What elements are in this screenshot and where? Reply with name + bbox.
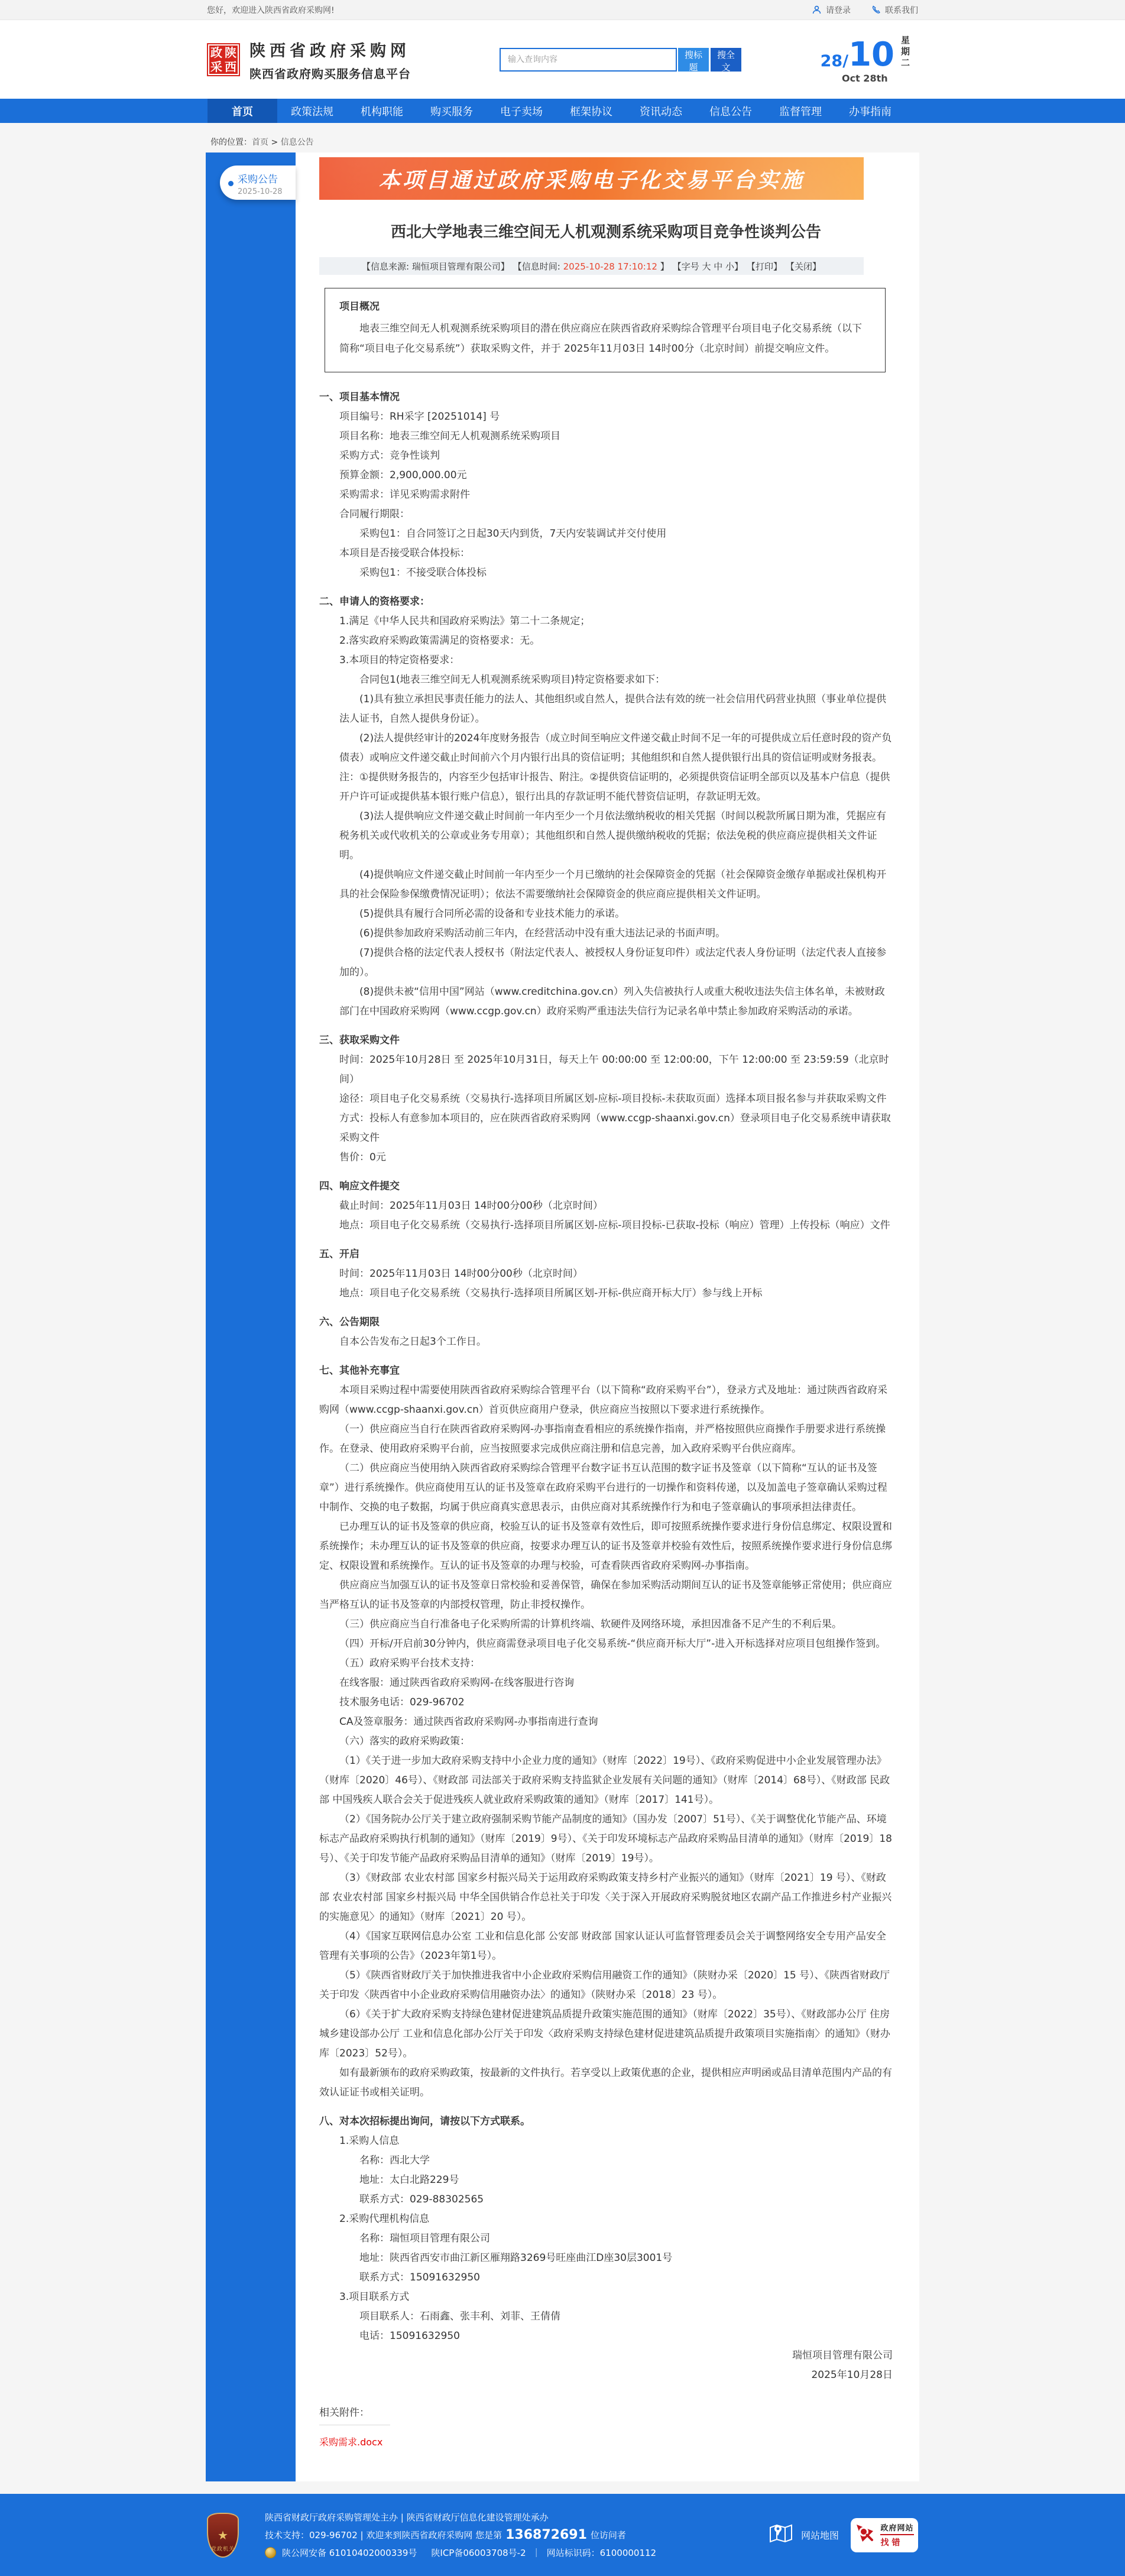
nav-item[interactable]: 监督管理 — [779, 105, 822, 118]
article-paragraph: 名称：西北大学 — [359, 2155, 430, 2166]
site-logo[interactable] — [207, 43, 240, 76]
print-button[interactable]: 【打印】 — [747, 261, 783, 272]
breadcrumb — [0, 123, 1125, 153]
breadcrumb-label: 你的位置： — [210, 138, 252, 147]
welcome-text: 您好，欢迎进入陕西省政府采购网! — [207, 5, 335, 15]
article-paragraph: 名称：瑞恒项目管理有限公司 — [359, 2233, 490, 2244]
article-paragraph: 2.落实政府采购政策需满足的资格要求：无。 — [339, 635, 540, 647]
article-paragraph: 采购包1：不接受联合体投标 — [359, 567, 487, 579]
platform-banner — [319, 157, 864, 200]
logo-char: 陕 — [225, 45, 236, 60]
main-nav — [0, 99, 1125, 123]
article-paragraph: 一、项目基本情况 — [319, 391, 400, 403]
article-paragraph: （二）供应商应当使用纳入陕西省政府采购综合管理平台数字证书互认范围的数字证书及签章（以下简称“互认的证书及签章”）进行系统操作。供应商使用互认的证书及签章在政府采购平台进行的一切操作和资料传递，以及加盖电子签章确认采购过程中制作、交换的电子数据，均属于供应商真实意思表示，由供应商对其系统操作行为和电子签章确认的事项承担法律责任。 — [319, 1462, 887, 1513]
article-paragraph: 2.采购代理机构信息 — [339, 2213, 430, 2225]
site-footer — [0, 2494, 1125, 2576]
user-icon — [812, 5, 822, 15]
article-paragraph: 地点：项目电子化交易系统（交易执行-选择项目所属区划-应标-项目投标-已获取-投标（响应）管理）上传投标（响应）文件 — [339, 1219, 890, 1231]
article-paragraph: 二、申请人的资格要求： — [319, 596, 430, 608]
article-paragraph: 七、其他补充事宜 — [319, 1365, 400, 1377]
meta-time-value: 2025-10-28 17:10:12 — [563, 261, 657, 272]
left-sidebar — [206, 153, 296, 2481]
article-paragraph: 技术服务电话：029-96702 — [339, 1696, 465, 1708]
sidebar-tab-label: 采购公告 — [238, 174, 278, 186]
error-badge-title: 政府网站 — [880, 2522, 913, 2535]
article-meta-bar — [319, 257, 864, 275]
contact-link[interactable] — [871, 4, 918, 16]
sitemap-label: 网站地图 — [800, 2530, 839, 2541]
nav-item[interactable]: 政策法规 — [291, 105, 333, 118]
article-paragraph: 采购包1：自合同签订之日起30天内到货，7天内安装调试并交付使用 — [359, 528, 667, 540]
site-header — [0, 20, 1125, 99]
overview-label: 项目概况 — [339, 301, 380, 313]
article-paragraph: 电话：15091632950 — [359, 2330, 460, 2342]
article-paragraph: （五）政府采购平台技术支持： — [339, 1657, 480, 1669]
article-paragraph: 1.采购人信息 — [339, 2135, 400, 2147]
phone-icon — [871, 5, 881, 15]
article-paragraph: 方式：投标人有意参加本项目的，应在陕西省政府采购网（www.ccgp-shaanxi.gov.cn）登录项目电子化交易系统申请获取采购文件 — [339, 1112, 891, 1144]
article-paragraph: 2025年10月28日 — [811, 2369, 893, 2381]
party-gov-emblem-icon: ★ 党政机关 — [207, 2513, 239, 2558]
footer-organizer: 陕西省财政厅政府采购管理处主办 | 陕西省财政厅信息化建设管理处承办 — [265, 2512, 549, 2523]
article-paragraph: (3)法人提供响应文件递交截止时间前一年内至少一个月依法缴纳税收的相关凭据（时间以税款所属日期为准，凭据应有税务机关或代收机关的公章或业务专用章）；其他组织和自然人提供缴纳税收的凭据；依法免税的供应商应提供相关文件证明。 — [339, 810, 887, 861]
breadcrumb-home[interactable]: 首页 — [252, 138, 268, 147]
attachments-label: 相关附件： — [319, 2404, 390, 2425]
meta-time: 【信息时间: 2025-10-28 17:10:12 】 — [513, 261, 669, 272]
close-button[interactable]: 【关闭】 — [786, 261, 822, 272]
article-paragraph: (4)提供响应文件递交截止时间前一年内至少一个月已缴纳的社会保障资金的凭据（社会保障资金缴存单据或社保机构开具的社会保险参保缴费情况证明）；依法不需要缴纳社会保障资金的供应商应提供相关文件证明。 — [339, 869, 887, 900]
article-paragraph: （1）《关于进一步加大政府采购支持中小企业力度的通知》（财库〔2022〕19号）、《政府采购促进中小企业发展管理办法》（财库〔2020〕46号）、《财政部 司法部关于政府采购支持监狱企业发展有关问题的通知》（财库〔2014〕68号）、《财政部 民政部 中国残疾人联合会关于促进残疾人就业政府采购政策的通知》（财库〔2017〕141号）。 — [319, 1755, 890, 1806]
nav-item[interactable]: 框架协议 — [570, 105, 612, 118]
police-beian-link[interactable]: 陕公网安备 61010402000339号 — [282, 2547, 417, 2558]
emblem-label: 党政机关 — [210, 2546, 235, 2552]
article-paragraph: 联系方式：029-88302565 — [359, 2194, 484, 2205]
overview-text: 地表三维空间无人机观测系统采购项目的潜在供应商应在陕西省政府采购综合管理平台项目电子化交易系统（以下简称“项目电子化交易系统”）获取采购文件，并于 2025年11月03日 14时00分（北京时间）前提交响应文件。 — [339, 323, 862, 355]
article-paragraph: 已办理互认的证书及签章的供应商，校验互认的证书及签章有效性后，即可按照系统操作要求进行身份信息绑定、权限设置和系统操作；未办理互认的证书及签章的供应商，按要求办理互认的证书及签章并校验有效性后，按照系统操作要求进行身份信息绑定、权限设置和系统操作。互认的证书及签章的办理与校验，可查看陕西省政府采购网-办事指南。 — [319, 1521, 892, 1572]
search-fulltext-button[interactable]: 搜全文 — [711, 48, 741, 72]
breadcrumb-current[interactable]: 信息公告 — [280, 138, 314, 147]
error-badge-subtitle: 找错 — [880, 2538, 903, 2548]
article-paragraph: 自本公告发布之日起3个工作日。 — [339, 1336, 487, 1348]
attachment-link[interactable]: 采购需求.docx — [319, 2437, 383, 2448]
article-paragraph: 供应商应当加强互认的证书及签章日常校验和妥善保管，确保在参加采购活动期间互认的证书及签章能够正常使用；供应商应当严格互认的证书及签章的内部授权管理，防止非授权操作。 — [319, 1579, 892, 1611]
article-paragraph: 八、对本次招标提出询问，请按以下方式联系。 — [319, 2116, 530, 2127]
error-finder-icon — [855, 2523, 876, 2547]
attachments-section — [319, 2404, 893, 2448]
nav-item[interactable]: 机构职能 — [361, 105, 403, 118]
nav-item[interactable]: 办事指南 — [849, 105, 891, 118]
article-paragraph: 合同包1(地表三维空间无人机观测系统采购项目)特定资格要求如下： — [359, 674, 666, 686]
article-paragraph: 项目名称：地表三维空间无人机观测系统采购项目 — [339, 430, 560, 442]
site-subtitle: 陕西省政府购买服务信息平台 — [249, 66, 411, 81]
article-paragraph: 本项目采购过程中需要使用陕西省政府采购综合管理平台（以下简称“政府采购平台”），登录方式及地址：通过陕西省政府采购网（www.ccgp-shaanxi.gov.cn）首页供应商用户登录，供应商应当按照以下要求进行系统操作。 — [319, 1384, 888, 1416]
police-badge-icon — [265, 2547, 276, 2558]
article-paragraph: （一）供应商应当自行在陕西省政府采购网-办事指南查看相应的系统操作指南，并严格按照供应商操作手册要求进行系统操作。在登录、使用政府采购平台前，应当按照要求完成供应商注册和信息完善，加入政府采购平台供应商库。 — [319, 1423, 886, 1455]
article-paragraph: 售价：0元 — [339, 1151, 386, 1163]
topbar — [0, 0, 1125, 20]
project-overview-box — [325, 288, 886, 372]
sidebar-tab-procurement-notice[interactable] — [220, 166, 296, 200]
site-error-report-badge[interactable] — [851, 2518, 918, 2552]
article-paragraph: 地址：太白北路229号 — [359, 2174, 459, 2186]
nav-item[interactable]: 信息公告 — [709, 105, 752, 118]
footer-gap — [0, 2481, 1125, 2494]
footer-beian — [265, 2544, 656, 2562]
article-paragraph: 地点：项目电子化交易系统（交易执行-选择项目所属区划-开标-供应商开标大厅）参与线上开标 — [339, 1287, 763, 1299]
map-icon — [768, 2522, 794, 2549]
article-paragraph: (1)具有独立承担民事责任能力的法人、其他组织或自然人，提供合法有效的统一社会信用代码营业执照（事业单位提供法人证书，自然人提供身份证）。 — [339, 693, 887, 725]
article-panel — [296, 153, 919, 2481]
article-paragraph: （2）《国务院办公厅关于建立政府强制采购节能产品制度的通知》（国办发〔2007〕51号）、《关于调整优化节能产品、环境标志产品政府采购执行机制的通知》（财库〔2019〕9号）、《关于印发环境标志产品政府采购品目清单的通知》（财库〔2019〕18号）、《关于印发节能产品政府采购品目清单的通知》（财库〔2019〕19号）。 — [319, 1813, 892, 1864]
article-paragraph: 项目联系人：石雨鑫、张丰利、刘菲、王倩倩 — [359, 2311, 560, 2322]
article-paragraph: 联系方式：15091632950 — [359, 2272, 480, 2283]
article-paragraph: 六、公告期限 — [319, 1316, 380, 1328]
breadcrumb-separator: > — [268, 138, 281, 147]
article-paragraph: 瑞恒项目管理有限公司 — [792, 2350, 893, 2361]
nav-item[interactable]: 电子卖场 — [500, 105, 543, 118]
sitemap-link[interactable] — [768, 2522, 839, 2549]
search-input[interactable] — [500, 48, 677, 72]
sidebar-tab-date: 2025-10-28 — [238, 187, 283, 196]
date-widget — [812, 35, 918, 84]
logo-char: 采 — [210, 59, 222, 74]
nav-item[interactable]: 资讯动态 — [640, 105, 682, 118]
date-english: Oct 28th — [842, 72, 888, 84]
article-paragraph: 如有最新颁布的政府采购政策，按最新的文件执行。若享受以上政策优惠的企业，提供相应声明函或品目清单范围内产品的有效认证证书或相关证明。 — [319, 2067, 892, 2098]
visitor-count: 136872691 — [505, 2527, 587, 2542]
login-label: 请登录 — [826, 5, 851, 15]
article-paragraph: (6)提供参加政府采购活动前三年内，在经营活动中没有重大违法记录的书面声明。 — [359, 927, 726, 939]
article-paragraph: 在线客服：通过陕西省政府采购网-在线客服进行咨询 — [339, 1677, 575, 1689]
article-paragraph: (5)提供具有履行合同所必需的设备和专业技术能力的承诺。 — [359, 908, 625, 920]
article-paragraph: 1.满足《中华人民共和国政府采购法》第二十二条规定； — [339, 615, 591, 627]
site-title: 陕西省政府采购网 — [249, 41, 410, 60]
nav-item[interactable]: 首页 — [208, 99, 277, 123]
article-paragraph: 3.项目联系方式 — [339, 2291, 410, 2303]
article-paragraph: CA及签章服务：通过陕西省政府采购网-办事指南进行查询 — [339, 1716, 598, 1728]
article-paragraph: （3）《财政部 农业农村部 国家乡村振兴局关于运用政府采购政策支持乡村产业振兴的通知》（财库〔2021〕19 号）、《财政部 农业农村部 国家乡村振兴局 中华全国供销合作总社关于印发〈关于深入开展政府采购脱贫地区农副产品工作推进乡村产业振兴的实施意见〉的通知》（财库〔2021〕20 号）。 — [319, 1872, 892, 1923]
bullet-dot-icon — [228, 181, 234, 186]
meta-source: 【信息来源: 瑞恒项目管理有限公司】 — [361, 261, 510, 272]
article-paragraph: 本项目是否接受联合体投标： — [339, 547, 470, 559]
article-paragraph: （三）供应商应当自行准备电子化采购所需的计算机终端、软硬件及网络环境，承担因准备不足产生的不利后果。 — [339, 1618, 842, 1630]
search-title-button[interactable]: 搜标题 — [678, 48, 709, 72]
nav-item[interactable]: 购买服务 — [430, 105, 473, 118]
article-paragraph: 途径：项目电子化交易系统（交易执行-选择项目所属区划-应标-项目投标-未获取页面）选择本项目报名参与并获取采购文件 — [339, 1093, 887, 1105]
article-paragraph: （四）开标/开启前30分钟内，供应商需登录项目电子化交易系统-“供应商开标大厅”-进入开标选择对应项目包组操作签到。 — [339, 1638, 886, 1650]
article-body — [319, 388, 893, 2385]
article-paragraph: （6）《关于扩大政府采购支持绿色建材促进建筑品质提升政策实施范围的通知》（财库〔2022〕35号）、《财政部办公厅 住房城乡建设部办公厅 工业和信息化部办公厅关于印发〈政府采购支持绿色建材促进建筑品质提升政策项目实施指南〉的通知》（财办库〔2023〕52号）。 — [319, 2009, 890, 2059]
article-paragraph: 三、获取采购文件 — [319, 1034, 400, 1046]
site-code: 网站标识码：6100000112 — [546, 2547, 657, 2558]
article-paragraph: (7)提供合格的法定代表人授权书（附法定代表人、被授权人身份证复印件）或法定代表人身份证明（法定代表人直接参加的）。 — [339, 947, 887, 978]
article-paragraph: 时间：2025年11月03日 14时00分00秒（北京时间） — [339, 1268, 583, 1280]
article-paragraph: (8)提供未被“信用中国”网站（www.creditchina.gov.cn）列入失信被执行人或重大税收违法失信主体名单，未被财政部门在中国政府采购网（www.ccgp.gov.cn）政府采购严重违法失信行为记录名单中禁止参加政府采购活动的承诺。 — [339, 986, 885, 1017]
article-paragraph: 项目编号：RH采字 [20251014] 号 — [339, 411, 500, 423]
article-paragraph: 3.本项目的特定资格要求： — [339, 654, 460, 666]
footer-visitors: 技术支持：029-96702 | 欢迎来到陕西省政府采购网 您是第 136872691 位访问者 — [265, 2527, 626, 2542]
article-paragraph: （六）落实的政府采购政策： — [339, 1735, 470, 1747]
article-paragraph: 截止时间：2025年11月03日 14时00分00秒（北京时间） — [339, 1200, 603, 1212]
article-paragraph: 采购方式：竞争性谈判 — [339, 450, 440, 462]
contact-label: 联系我们 — [885, 5, 918, 15]
article-paragraph: 预算金额：2,900,000.00元 — [339, 469, 467, 481]
icp-link[interactable]: 陕ICP备06003708号-2 — [431, 2547, 526, 2558]
date-month: 10 — [848, 35, 894, 74]
font-size-control[interactable]: 【字号 大 中 小】 — [672, 261, 744, 272]
article-paragraph: 地址：陕西省西安市曲江新区雁翔路3269号旺座曲江D座30层3001号 — [359, 2252, 673, 2264]
banner-text: 本项目通过政府采购电子化交易平台实施 — [378, 168, 805, 193]
article-paragraph: 采购需求：详见采购需求附件 — [339, 489, 470, 501]
article-paragraph: （5）《陕西省财政厅关于加快推进我省中小企业政府采购信用融资工作的通知》（陕财办采〔2020〕15 号）、《陕西省财政厅关于印发〈陕西省中小企业政府采购信用融资办法〉的通知》（陕财办采〔2018〕23 号）。 — [319, 1970, 890, 2001]
article-paragraph: (2)法人提供经审计的2024年度财务报告（成立时间至响应文件递交截止时间不足一年的可提供成立后任意时段的资产负债表）或响应文件递交截止时间前六个月内银行出具的资信证明；其他组织和自然人提供银行出具的资信证明或财务报表。注：①提供财务报告的，内容至少包括审计报告、附注。②提供资信证明的，必须提供资信证明全部页以及基本户信息（提供开户许可证或提供基本银行账户信息），银行出具的存款证明不能代替资信证明，存款证明无效。 — [339, 732, 892, 803]
article-paragraph: （4）《国家互联网信息办公室 工业和信息化部 公安部 财政部 国家认证认可监督管理委员会关于调整网络安全专用产品安全管理有关事项的公告》（2023年第1号）。 — [319, 1931, 886, 1962]
date-weekday: 星期二 — [900, 35, 910, 69]
article-paragraph: 五、开启 — [319, 1248, 359, 1260]
article-title: 西北大学地表三维空间无人机观测系统采购项目竞争性谈判公告 — [390, 223, 821, 241]
article-paragraph: 合同履行期限： — [339, 508, 410, 520]
article-paragraph: 时间：2025年10月28日 至 2025年10月31日，每天上午 00:00:00 至 12:00:00，下午 12:00:00 至 23:59:59（北京时间） — [339, 1054, 889, 1085]
date-day: 28/ — [820, 51, 849, 70]
footer-separator: ｜ — [531, 2547, 541, 2558]
logo-char: 政 — [210, 45, 222, 60]
article-paragraph: 四、响应文件提交 — [319, 1180, 400, 1192]
search-bar — [500, 48, 741, 72]
logo-char: 西 — [225, 59, 236, 74]
login-link[interactable] — [812, 4, 851, 16]
